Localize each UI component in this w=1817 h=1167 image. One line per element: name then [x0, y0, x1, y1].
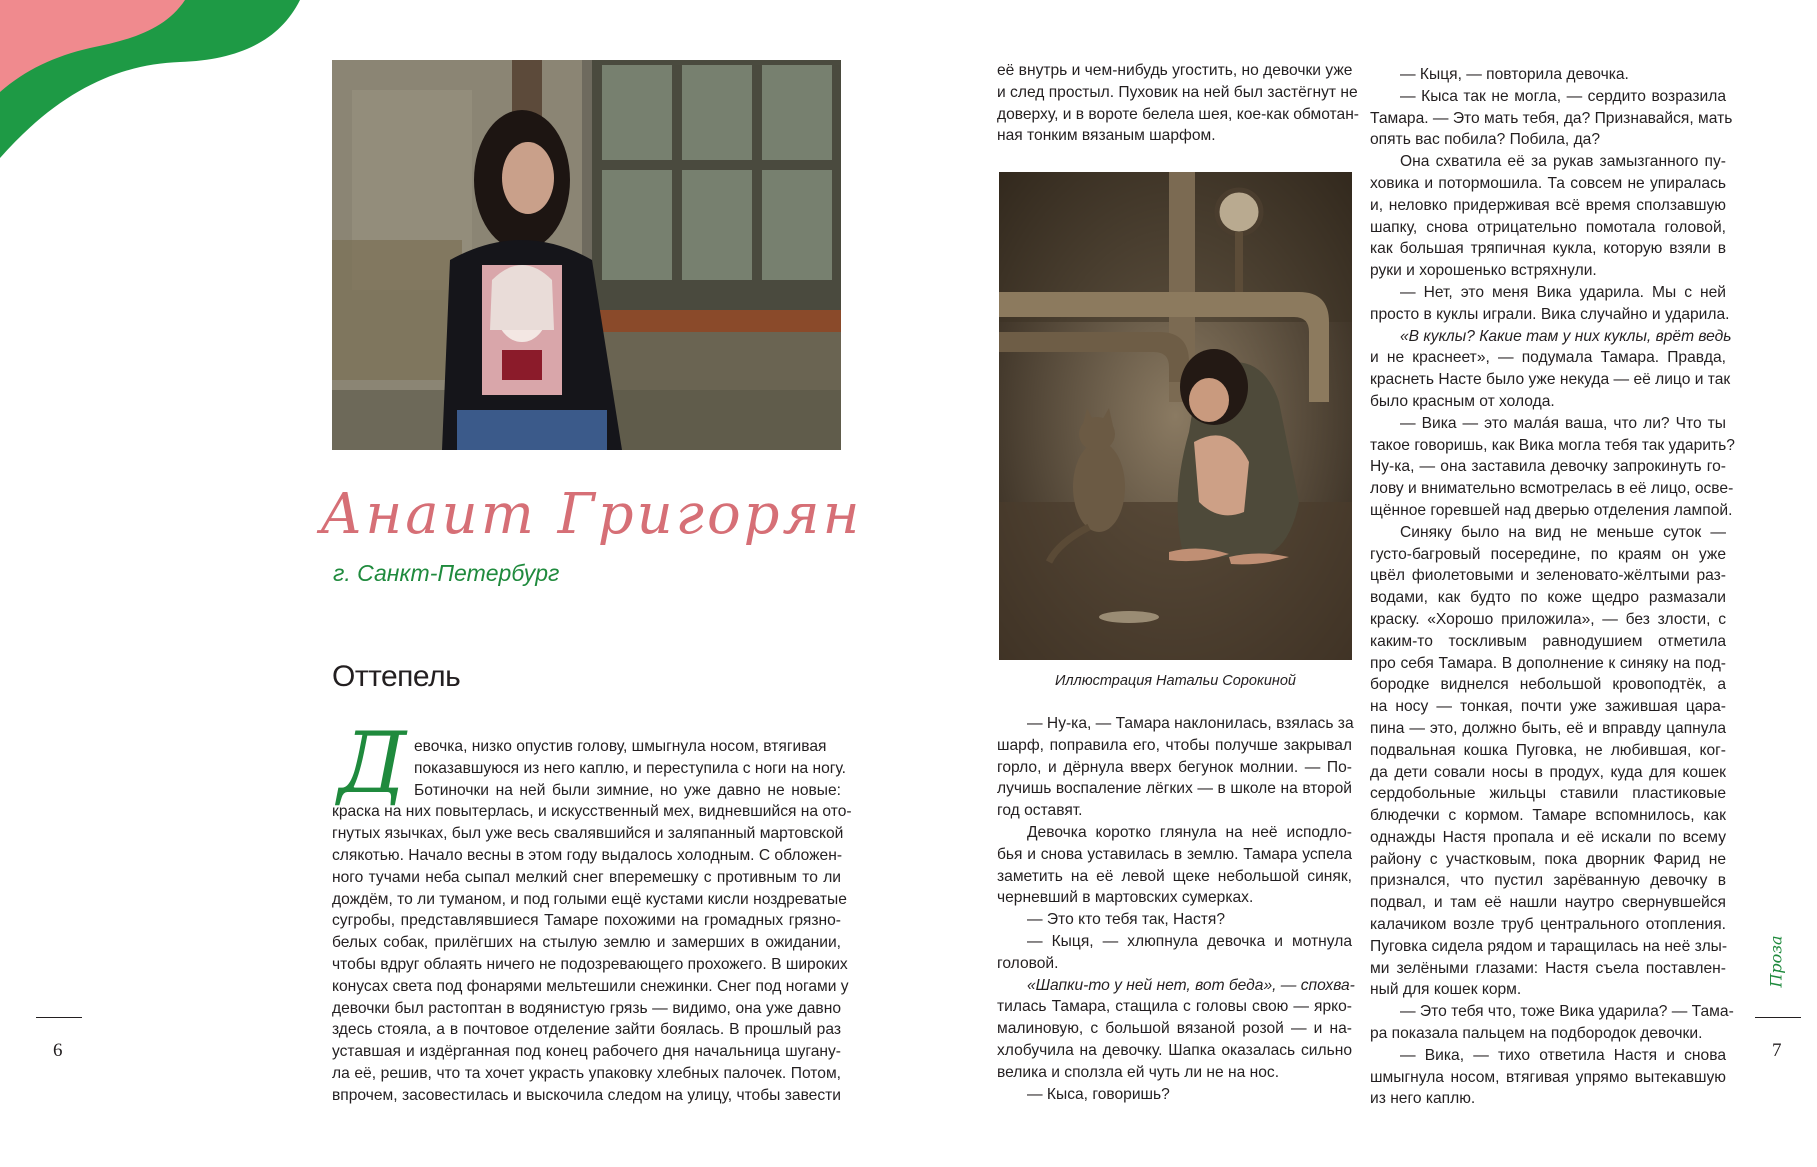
text-line: лову и внимательно всмотрелась в её лицо, осве- [1370, 480, 1734, 498]
text-line: дождём, то ли туманом, и под голыми ещё кустами кисли ноздреватые [332, 890, 847, 908]
text-line: уставшая и издёрганная под конец рабочего дня начальница шугану- [332, 1043, 841, 1061]
page-number-right: 7 [1772, 1040, 1782, 1061]
text-line: шмыгнула носом, втягивая упрямо вытекавшую [1370, 1068, 1726, 1086]
text-line: Тамара. — Это мать тебя, да? Признавайся, мать [1370, 109, 1733, 127]
text-line: ховика и потормошила. Та совсем не упиралась [1370, 174, 1726, 192]
text-line: шарф, поправила его, чтобы получше закрывал [997, 736, 1352, 754]
text-line: — Вика — это малáя ваша, что ли? Что ты [1400, 414, 1726, 432]
text-line: бья и снова уставилась в землю. Тамара успела [997, 845, 1352, 863]
drop-cap-letter: Д [338, 714, 407, 812]
text-line: ная тонким вязаным шарфом. [997, 127, 1216, 145]
text-line: велика и сползла ей чуть ли не на нос. [997, 1063, 1280, 1081]
text-line: Она схватила её за рукав замызганного пу- [1400, 153, 1726, 171]
text-line: — Ну-ка, — Тамара наклонилась, взялась за [1027, 715, 1354, 732]
text-line: просто в куклы играли. Вика случайно и ударила. [1370, 305, 1730, 323]
text-line: гнутых язычках, был уже весь свалявшийся и заляпанный мартовской [332, 825, 844, 843]
text-line: ла её, решив, что та хочет украсть упаковку хлебных палочек. Потом, [332, 1064, 841, 1082]
text-line: её внутрь и чем-нибудь угостить, но девочки уже [997, 62, 1353, 79]
text-line: белых собак, прилёгших на стылую землю и замерших в ожидании, [332, 934, 841, 952]
text-line: заметить на её левой щеке небольшой синяк, [997, 867, 1352, 885]
text-line: девочки был растоптан в водянистую грязь — видимо, она уже давно [332, 999, 841, 1017]
text-line: — Это тебя что, тоже Вика ударила? — Тама- [1400, 1003, 1734, 1021]
text-column-2-bottom [997, 713, 1355, 1105]
text-line: хлобучила на девочку. Шапка оказалась сильно [997, 1041, 1352, 1059]
text-line: краску. «Хорошо приложила», — без злости, с [1370, 610, 1726, 628]
author-photo [332, 60, 841, 450]
text-column-1 [332, 736, 852, 1107]
text-line: — Кыса, говоришь? [1027, 1085, 1170, 1103]
text-line: подвальная кошка Пуговка, не любившая, ког- [1370, 741, 1726, 759]
text-line: слякотью. Начало весны в этом году выдалось холодным. С обложен- [332, 846, 843, 864]
section-tag [1768, 930, 1792, 1000]
text-line: ный для кошек корм. [1370, 981, 1522, 999]
text-line: конусах света под фонарями мельтешили снежинки. Снег под ногами у [332, 977, 849, 995]
text-line: опять вас побила? Побила, да? [1370, 131, 1601, 149]
corner-wave-decoration [0, 0, 300, 170]
text-line: густо-багровый посередине, по краям он уже [1370, 545, 1726, 563]
text-line: — Это кто тебя так, Настя? [1027, 911, 1226, 929]
text-line: подвал, и там её нашли наутро свернувшейся [1370, 894, 1726, 912]
text-line: — Вика, — тихо ответила Настя и снова [1400, 1046, 1726, 1064]
author-name-text: Анаит Григорян [320, 482, 863, 547]
text-line: однажды Настя пропала и её искали по всему [1370, 828, 1726, 846]
text-line: и не краснеет», — подумала Тамара. Правда, [1370, 349, 1726, 367]
text-line: показавшуюся из него каплю, и переступила с ноги на ногу. [414, 759, 847, 777]
text-line: ра показала пальцем на подбородок девочки. [1370, 1025, 1703, 1043]
text-column-2-top [997, 60, 1360, 147]
text-line: было красным от холода. [1370, 392, 1555, 410]
text-line: черневший в мартовских сумерках. [997, 889, 1254, 907]
text-line: впрочем, засовестилась и выскочила следом на улицу, чтобы завести [332, 1086, 841, 1104]
text-line: головой. [997, 954, 1059, 972]
text-line: пина — это, должно быть, её и вправду цапнула [1370, 719, 1726, 737]
text-line: шапку, снова отрицательно помотала головой, [1370, 218, 1726, 236]
text-line: малиновую, с большой вязаной розой — и на- [997, 1020, 1352, 1038]
text-line: ми зелёными глазами: Настя съела поставлен- [1370, 959, 1726, 977]
text-line: из него каплю. [1370, 1090, 1476, 1108]
text-line: Синяку было на вид не меньше суток — [1400, 523, 1726, 541]
text-line: «Шапки-то у ней нет, вот беда», — спохва- [1027, 976, 1355, 994]
page-number-left: 6 [53, 1040, 63, 1061]
text-line: цвёл фиолетовыми и зеленовато-жёлтыми раз- [1370, 567, 1726, 585]
text-line: евочка, низко опустив голову, шмыгнула носом, втягивая [414, 738, 827, 755]
text-line: Ну-ка, — она заставила девочку запрокинуть го- [1370, 458, 1726, 476]
right-page-rule [1755, 1017, 1801, 1018]
text-line: водами, как будто по коже щедро размазали [1370, 589, 1726, 607]
text-line: краснеть Насте было уже некуда — её лицо и так [1370, 371, 1731, 389]
text-line: Девочка коротко глянула на неё исподло- [1027, 823, 1352, 841]
text-line: да дети совали носы в продух, куда для кошек [1370, 763, 1726, 781]
text-line: про себя Тамара. В дополнение к синяку на под- [1370, 654, 1726, 672]
text-line: сердобольные жильцы ставили пластиковые [1370, 785, 1726, 803]
text-line: и, неловко придерживая всё время сползавшую [1370, 196, 1726, 214]
text-line: Ботиночки на ней были зимние, но уже давно не новые: [414, 781, 841, 799]
text-line: горло, и дёрнула вверх бегунок молнии. — По- [997, 758, 1352, 776]
text-line: «В куклы? Какие там у них куклы, врёт ведь [1400, 327, 1732, 345]
story-illustration [999, 172, 1352, 660]
text-line: год оставят. [997, 802, 1083, 820]
text-line: бородке виднелся небольшой кровоподтёк, а [1370, 676, 1726, 694]
text-line: краска на них повытерлась, и искусственный мех, видневшийся на ото- [332, 803, 852, 821]
text-line: щённое горевшей над дверью отделения лампой. [1370, 501, 1733, 519]
text-line: признался, что пустил зарёванную девочку в [1370, 872, 1726, 890]
left-page-rule [36, 1017, 82, 1018]
text-line: лучишь воспаление лёгких — в школе на второй [997, 780, 1352, 798]
text-line: — Кыця, — повторила девочка. [1400, 66, 1629, 83]
text-line: и след простыл. Пуховик на ней был застёгнут не [997, 83, 1358, 101]
text-line: чтобы вдруг облаять ничего не подозревающего прохожего. В широких [332, 955, 848, 973]
text-line: району с участковым, пока дворник Фарид не [1370, 850, 1726, 868]
text-line: — Кыса так не могла, — сердито возразила [1400, 87, 1726, 105]
text-line: доверху, и в вороте белела шея, кое-как обмотан- [997, 105, 1360, 123]
text-line: блюдечки с кормом. Тамаре вспомнилось, как [1370, 807, 1726, 825]
text-line: сугробы, представлявшиеся Тамаре похожими на громадных грязно- [332, 912, 841, 930]
text-column-3 [1370, 64, 1735, 1110]
illustration-caption: Иллюстрация Натальи Сорокиной [1055, 673, 1296, 689]
text-line: руки и хорошенько встряхнули. [1370, 262, 1597, 280]
section-tag-text: Проза [1766, 935, 1786, 988]
text-line: Пуговка сидела рядом и таращилась на неё злы- [1370, 937, 1728, 955]
text-line: — Нет, это меня Вика ударила. Мы с ней [1400, 283, 1726, 301]
text-line: калачиком возле труб центрального отопления. [1370, 916, 1726, 934]
text-line: как большая тряпичная кукла, которую взяли в [1370, 240, 1726, 258]
text-line: ного тучами неба сыпал мелкий снег вперемешку с противным то ли [332, 868, 841, 886]
text-line: здесь стояла, а в почтовое отделение зайти боялась. В прошлый раз [332, 1021, 841, 1039]
story-title: Оттепель [332, 660, 461, 693]
text-line: тилась Тамара, стащила с головы свою — ярко- [997, 998, 1352, 1016]
text-line: такое говоришь, как Вика могла тебя так ударить? [1370, 436, 1735, 454]
text-line: на носу — тонкая, почти уже зажившая цара- [1370, 698, 1726, 716]
text-line: — Кыця, — хлюпнула девочка и мотнула [1027, 932, 1352, 950]
text-line: каким-то тоскливым равнодушием отметила [1370, 632, 1726, 650]
author-city: г. Санкт-Петербург [333, 560, 560, 586]
